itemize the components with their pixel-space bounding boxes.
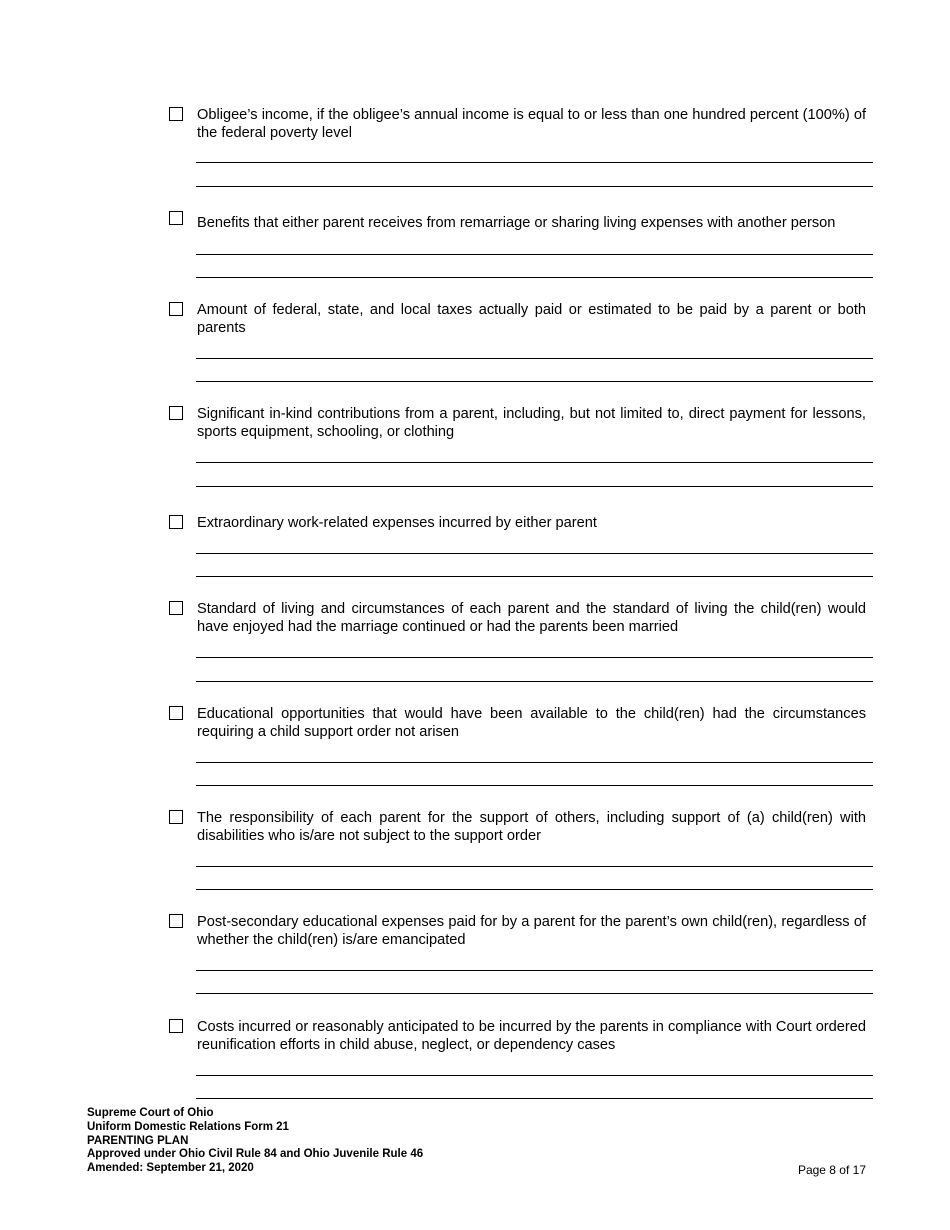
factor-text: Obligee’s income, if the obligee’s annual income is equal to or less than one hundred percent (100%) of the federal poverty level: [197, 107, 866, 141]
explanation-line[interactable]: [196, 277, 873, 278]
footer-court: Supreme Court of Ohio: [87, 1107, 214, 1119]
explanation-line[interactable]: [196, 681, 873, 682]
explanation-line[interactable]: [196, 993, 873, 994]
explanation-line[interactable]: [196, 462, 873, 463]
explanation-line[interactable]: [196, 1075, 873, 1076]
factor-text: Costs incurred or reasonably anticipated to be incurred by the parents in compliance with Court ordered reunification efforts in child abuse, neglect, or dependency cases: [197, 1019, 866, 1053]
factor-checkbox[interactable]: [169, 515, 183, 529]
factor-checkbox[interactable]: [169, 810, 183, 824]
footer-amended-date: Amended: September 21, 2020: [87, 1162, 254, 1175]
factor-checkbox[interactable]: [169, 107, 183, 121]
factor-text: Amount of federal, state, and local taxes actually paid or estimated to be paid by a parent or both parents: [197, 302, 866, 336]
explanation-line[interactable]: [196, 657, 873, 658]
explanation-line[interactable]: [196, 785, 873, 786]
explanation-line[interactable]: [196, 553, 873, 554]
explanation-line[interactable]: [196, 162, 873, 163]
explanation-line[interactable]: [196, 866, 873, 867]
page-number: Page 8 of 17: [797, 1163, 866, 1177]
footer-approval: Approved under Ohio Civil Rule 84 and Ohio Juvenile Rule 46: [87, 1148, 424, 1161]
factor-checkbox[interactable]: [169, 601, 183, 615]
footer-form-title: PARENTING PLAN: [87, 1134, 189, 1147]
explanation-line[interactable]: [196, 381, 873, 382]
form-footer: [87, 1107, 423, 1176]
factor-checkbox[interactable]: [169, 406, 183, 420]
footer-form-number: Uniform Domestic Relations Form 21: [87, 1120, 289, 1133]
factor-text: Significant in-kind contributions from a parent, including, but not limited to, direct payment for lessons, sports equipment, schooling, or clothing: [197, 406, 866, 440]
factor-checkbox[interactable]: [169, 1019, 183, 1033]
explanation-line[interactable]: [196, 186, 873, 187]
explanation-line[interactable]: [196, 358, 873, 359]
factor-checkbox[interactable]: [169, 211, 183, 225]
factor-checkbox[interactable]: [169, 706, 183, 720]
factor-text: Benefits that either parent receives from remarriage or sharing living expenses with another person: [197, 215, 836, 231]
factor-text: Standard of living and circumstances of each parent and the standard of living the child(ren) would have enjoyed had the marriage continued or had the parents been married: [197, 601, 866, 635]
factor-text: The responsibility of each parent for the support of others, including support of (a) child(ren) with disabilities who is/are not subject to the support order: [197, 810, 866, 844]
factor-checkbox[interactable]: [169, 914, 183, 928]
explanation-line[interactable]: [196, 762, 873, 763]
explanation-line[interactable]: [196, 254, 873, 255]
factor-checkbox[interactable]: [169, 302, 183, 316]
factor-text: Educational opportunities that would have been available to the child(ren) had the circumstances requiring a child support order not arisen: [197, 706, 866, 740]
explanation-line[interactable]: [196, 486, 873, 487]
explanation-line[interactable]: [196, 970, 873, 971]
explanation-line[interactable]: [196, 889, 873, 890]
explanation-line[interactable]: [196, 1098, 873, 1099]
explanation-line[interactable]: [196, 576, 873, 577]
factor-text: Extraordinary work-related expenses incurred by either parent: [197, 515, 597, 531]
factor-text: Post-secondary educational expenses paid for by a parent for the parent’s own child(ren), regardless of whether the child(ren) is/are emancipated: [197, 914, 866, 948]
